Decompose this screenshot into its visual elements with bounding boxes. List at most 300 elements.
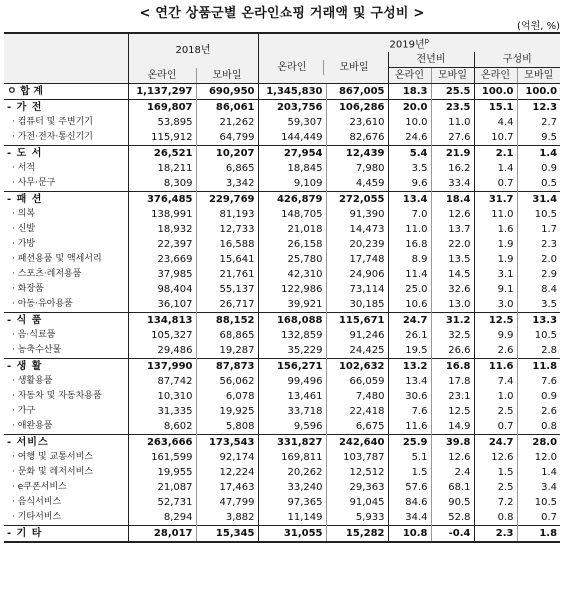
table-row (4, 480, 560, 495)
row-label: · 생활용품 (12, 376, 53, 387)
value-cell: 31,055 (258, 526, 326, 543)
value-cell: 272,055 (326, 192, 388, 208)
value-cell: 35,229 (258, 343, 326, 359)
row-label: · 신발 (12, 224, 36, 235)
table-row (4, 282, 560, 297)
value-cell: 7.0 (388, 207, 431, 222)
value-cell: 24.7 (388, 313, 431, 329)
row-label: · 농축수산물 (12, 345, 62, 356)
value-cell: 19,287 (196, 343, 258, 359)
value-cell: 1,137,297 (128, 84, 196, 100)
value-cell: 92,174 (196, 450, 258, 465)
row-label: · 애완용품 (12, 421, 53, 432)
preliminary-mark: p (424, 37, 430, 45)
value-cell: 26,521 (128, 146, 196, 162)
value-cell: 24,425 (326, 343, 388, 359)
value-cell: 5.4 (388, 146, 431, 162)
value-cell: 27.6 (431, 130, 474, 146)
value-cell: 23,610 (326, 115, 388, 130)
value-cell: 12,439 (326, 146, 388, 162)
value-cell: 3,882 (196, 510, 258, 526)
value-cell: 0.5 (517, 176, 560, 192)
row-label: - 식 품 (7, 315, 43, 327)
value-cell: 31.4 (517, 192, 560, 208)
row-label: · 아동·유아용품 (12, 299, 73, 310)
value-cell: 331,827 (258, 435, 326, 451)
value-cell: 13.4 (388, 374, 431, 389)
year-2018-header: 2018년 (128, 33, 258, 68)
value-cell: 33.4 (431, 176, 474, 192)
table-row (4, 192, 560, 208)
value-cell: 91,390 (326, 207, 388, 222)
value-cell: 14.9 (431, 419, 474, 435)
value-cell: 32.5 (431, 328, 474, 343)
table-row (4, 404, 560, 419)
value-cell: 68,865 (196, 328, 258, 343)
value-cell: 29,486 (128, 343, 196, 359)
value-cell: 168,088 (258, 313, 326, 329)
value-cell: 15,641 (196, 252, 258, 267)
value-cell: 100.0 (474, 84, 517, 100)
composition-header: 구성비 (474, 52, 560, 68)
row-label: - 생 활 (7, 361, 43, 373)
value-cell: 15,282 (326, 526, 388, 543)
value-cell: 1.7 (517, 222, 560, 237)
value-cell: 1.6 (474, 222, 517, 237)
value-cell: 169,807 (128, 100, 196, 116)
value-cell: 132,859 (258, 328, 326, 343)
row-label: · 스포츠·레저용품 (12, 269, 82, 280)
value-cell: 115,671 (326, 313, 388, 329)
mobile-yoy-header: 모바일 (431, 68, 474, 84)
value-cell: 5,933 (326, 510, 388, 526)
table-row (4, 237, 560, 252)
value-cell: 0.7 (517, 510, 560, 526)
value-cell: 26,158 (258, 237, 326, 252)
value-cell: 23.1 (431, 389, 474, 404)
value-cell: 19,925 (196, 404, 258, 419)
table-row (4, 510, 560, 526)
value-cell: 8.4 (517, 282, 560, 297)
value-cell: 12.5 (474, 313, 517, 329)
table-row (4, 100, 560, 116)
value-cell: 20,262 (258, 465, 326, 480)
row-label: · 화장품 (12, 284, 44, 295)
value-cell: 13.0 (431, 297, 474, 313)
value-cell: 91,045 (326, 495, 388, 510)
row-label: · 가방 (12, 239, 36, 250)
table-row (4, 176, 560, 192)
value-cell: 27,954 (258, 146, 326, 162)
value-cell: 10,207 (196, 146, 258, 162)
value-cell: 23.5 (431, 100, 474, 116)
row-label: - 도 서 (7, 148, 43, 160)
value-cell: 11,149 (258, 510, 326, 526)
table-row (4, 207, 560, 222)
table-row (4, 450, 560, 465)
value-cell: 0.8 (474, 510, 517, 526)
value-cell: 5,808 (196, 419, 258, 435)
value-cell: 2.6 (474, 343, 517, 359)
row-label: · 여행 및 교통서비스 (12, 452, 93, 463)
value-cell: 122,986 (258, 282, 326, 297)
value-cell: 9,109 (258, 176, 326, 192)
value-cell: 11.0 (474, 207, 517, 222)
value-cell: 17.8 (431, 374, 474, 389)
table-row (4, 419, 560, 435)
value-cell: 3.0 (474, 297, 517, 313)
row-label: · e쿠폰서비스 (12, 482, 67, 493)
row-label: ㅇ 합 계 (7, 86, 43, 98)
value-cell: 29,363 (326, 480, 388, 495)
online-yoy-header: 온라인 (388, 68, 431, 84)
row-label: - 기 타 (4, 526, 128, 543)
table-body (4, 84, 560, 543)
value-cell: 3,342 (196, 176, 258, 192)
value-cell: 8,309 (128, 176, 196, 192)
value-cell: 1.8 (517, 526, 560, 543)
value-cell: 242,640 (326, 435, 388, 451)
value-cell: 13.2 (388, 359, 431, 375)
value-cell: 18,211 (128, 161, 196, 176)
value-cell: 25.9 (388, 435, 431, 451)
table-row (4, 495, 560, 510)
value-cell: 14,473 (326, 222, 388, 237)
value-cell: 6,675 (326, 419, 388, 435)
value-cell: 12,512 (326, 465, 388, 480)
value-cell: 426,879 (258, 192, 326, 208)
value-cell: -0.4 (431, 526, 474, 543)
value-cell: 91,246 (326, 328, 388, 343)
value-cell: 2.5 (474, 480, 517, 495)
row-label: · 사무·문구 (12, 178, 56, 189)
value-cell: 12.6 (474, 450, 517, 465)
value-cell: 2.9 (517, 267, 560, 282)
value-cell: 376,485 (128, 192, 196, 208)
value-cell: 1.0 (474, 389, 517, 404)
value-cell: 21,761 (196, 267, 258, 282)
value-cell: 13.3 (517, 313, 560, 329)
value-cell: 10.5 (517, 328, 560, 343)
value-cell: 0.9 (517, 161, 560, 176)
value-cell: 3.5 (517, 297, 560, 313)
value-cell: 9.9 (474, 328, 517, 343)
table-row (4, 328, 560, 343)
value-cell: 229,769 (196, 192, 258, 208)
value-cell: 169,811 (258, 450, 326, 465)
value-cell: 9.1 (474, 282, 517, 297)
value-cell: 2.0 (517, 252, 560, 267)
value-cell: 31,335 (128, 404, 196, 419)
value-cell: 2.1 (474, 146, 517, 162)
mobile-composition-header: 모바일 (517, 68, 560, 84)
value-cell: 105,327 (128, 328, 196, 343)
value-cell: 10.7 (474, 130, 517, 146)
value-cell: 2.6 (517, 404, 560, 419)
value-cell: 7.2 (474, 495, 517, 510)
value-cell: 867,005 (326, 84, 388, 100)
value-cell: 97,365 (258, 495, 326, 510)
value-cell: 31.7 (474, 192, 517, 208)
value-cell: 100.0 (517, 84, 560, 100)
table-row (4, 435, 560, 451)
value-cell: 8,294 (128, 510, 196, 526)
value-cell: 13.4 (388, 192, 431, 208)
value-cell: 8.9 (388, 252, 431, 267)
row-label: · 음·식료품 (12, 330, 56, 341)
row-label: · 가전·전자·통신기기 (12, 132, 93, 143)
value-cell: 56,062 (196, 374, 258, 389)
value-cell: 26.1 (388, 328, 431, 343)
value-cell: 64,799 (196, 130, 258, 146)
value-cell: 0.9 (517, 389, 560, 404)
value-cell: 16.2 (431, 161, 474, 176)
value-cell: 86,061 (196, 100, 258, 116)
table-row (4, 389, 560, 404)
value-cell: 87,742 (128, 374, 196, 389)
value-cell: 16.8 (388, 237, 431, 252)
row-label: · 의복 (12, 209, 36, 220)
value-cell: 203,756 (258, 100, 326, 116)
year-2019-header (258, 33, 560, 52)
value-cell: 99,496 (258, 374, 326, 389)
value-cell: 4.4 (474, 115, 517, 130)
online-2019-header-group (258, 52, 388, 84)
value-cell: 11.8 (517, 359, 560, 375)
value-cell: 21,087 (128, 480, 196, 495)
value-cell: 52,731 (128, 495, 196, 510)
value-cell: 7.6 (388, 404, 431, 419)
value-cell: 55,137 (196, 282, 258, 297)
table-row (4, 130, 560, 146)
value-cell: 21,262 (196, 115, 258, 130)
value-cell: 68.1 (431, 480, 474, 495)
value-cell: 33,718 (258, 404, 326, 419)
row-label: · 패션용품 및 액세서리 (12, 254, 102, 265)
value-cell: 22,397 (128, 237, 196, 252)
value-cell: 52.8 (431, 510, 474, 526)
value-cell: 31.2 (431, 313, 474, 329)
yoy-header: 전년비 (388, 52, 474, 68)
value-cell: 18.4 (431, 192, 474, 208)
value-cell: 66,059 (326, 374, 388, 389)
value-cell: 2.3 (474, 526, 517, 543)
value-cell: 26,717 (196, 297, 258, 313)
value-cell: 11.4 (388, 267, 431, 282)
row-label: - 서비스 (7, 437, 49, 449)
value-cell: 9,596 (258, 419, 326, 435)
value-cell: 10.5 (517, 207, 560, 222)
value-cell: 73,114 (326, 282, 388, 297)
table-row (4, 359, 560, 375)
value-cell: 173,543 (196, 435, 258, 451)
value-cell: 12,224 (196, 465, 258, 480)
value-cell: 1.9 (474, 237, 517, 252)
value-cell: 1.5 (474, 465, 517, 480)
table-row (4, 146, 560, 162)
table-row (4, 84, 560, 100)
value-cell: 1.4 (474, 161, 517, 176)
value-cell: 161,599 (128, 450, 196, 465)
value-cell: 17,463 (196, 480, 258, 495)
value-cell: 8,602 (128, 419, 196, 435)
value-cell: 87,873 (196, 359, 258, 375)
value-cell: 53,895 (128, 115, 196, 130)
mobile-2018-header: 모바일 (196, 68, 258, 84)
value-cell: 12.6 (431, 450, 474, 465)
table-row (4, 222, 560, 237)
value-cell: 10.8 (388, 526, 431, 543)
value-cell: 148,705 (258, 207, 326, 222)
value-cell: 82,676 (326, 130, 388, 146)
value-cell: 88,152 (196, 313, 258, 329)
value-cell: 12.5 (431, 404, 474, 419)
value-cell: 16,588 (196, 237, 258, 252)
value-cell: 11.0 (388, 222, 431, 237)
value-cell: 47,799 (196, 495, 258, 510)
value-cell: 13.7 (431, 222, 474, 237)
value-cell: 103,787 (326, 450, 388, 465)
value-cell: 6,865 (196, 161, 258, 176)
value-cell: 1,345,830 (258, 84, 326, 100)
value-cell: 32.6 (431, 282, 474, 297)
value-cell: 84.6 (388, 495, 431, 510)
online-composition-header: 온라인 (474, 68, 517, 84)
value-cell: 11.6 (474, 359, 517, 375)
value-cell: 81,193 (196, 207, 258, 222)
value-cell: 1.5 (388, 465, 431, 480)
value-cell: 24,906 (326, 267, 388, 282)
value-cell: 14.5 (431, 267, 474, 282)
table-row (4, 297, 560, 313)
value-cell: 30,185 (326, 297, 388, 313)
value-cell: 21,018 (258, 222, 326, 237)
value-cell: 7.6 (517, 374, 560, 389)
row-label: · 서적 (12, 163, 36, 174)
row-label: · 컴퓨터 및 주변기기 (12, 117, 93, 128)
table-title: < 연간 상품군별 온라인쇼핑 거래액 및 구성비 > (139, 6, 425, 21)
value-cell: 3.4 (517, 480, 560, 495)
value-cell: 57.6 (388, 480, 431, 495)
value-cell: 25.0 (388, 282, 431, 297)
value-cell: 98,404 (128, 282, 196, 297)
value-cell: 21.9 (431, 146, 474, 162)
value-cell: 12.3 (517, 100, 560, 116)
value-cell: 144,449 (258, 130, 326, 146)
value-cell: 115,912 (128, 130, 196, 146)
online-shopping-table (4, 32, 560, 543)
value-cell: 12.6 (431, 207, 474, 222)
value-cell: 7,480 (326, 389, 388, 404)
value-cell: 25.5 (431, 84, 474, 100)
value-cell: 34.4 (388, 510, 431, 526)
value-cell: 12,733 (196, 222, 258, 237)
value-cell: 1.4 (517, 146, 560, 162)
row-label: · 음식서비스 (12, 497, 62, 508)
value-cell: 13,461 (258, 389, 326, 404)
value-cell: 9.6 (388, 176, 431, 192)
value-cell: 17,748 (326, 252, 388, 267)
value-cell: 28,017 (128, 526, 196, 543)
value-cell: 42,310 (258, 267, 326, 282)
value-cell: 138,991 (128, 207, 196, 222)
value-cell: 15,345 (196, 526, 258, 543)
value-cell: 20,239 (326, 237, 388, 252)
value-cell: 690,950 (196, 84, 258, 100)
value-cell: 22.0 (431, 237, 474, 252)
value-cell: 7.4 (474, 374, 517, 389)
mobile-2019-header: 모바일 (323, 60, 385, 75)
online-2018-header: 온라인 (128, 68, 196, 84)
value-cell: 39,921 (258, 297, 326, 313)
value-cell: 2.7 (517, 115, 560, 130)
value-cell: 134,813 (128, 313, 196, 329)
value-cell: 18,845 (258, 161, 326, 176)
table-row (4, 465, 560, 480)
value-cell: 10.0 (388, 115, 431, 130)
value-cell: 30.6 (388, 389, 431, 404)
table-row (4, 374, 560, 389)
value-cell: 37,985 (128, 267, 196, 282)
value-cell: 36,107 (128, 297, 196, 313)
value-cell: 1.4 (517, 465, 560, 480)
value-cell: 24.6 (388, 130, 431, 146)
table-row (4, 313, 560, 329)
value-cell: 10.5 (517, 495, 560, 510)
value-cell: 33,240 (258, 480, 326, 495)
row-label: - 가 전 (7, 102, 43, 114)
value-cell: 2.3 (517, 237, 560, 252)
year-2019-label: 2019년 (389, 39, 425, 51)
value-cell: 20.0 (388, 100, 431, 116)
value-cell: 11.0 (431, 115, 474, 130)
value-cell: 1.9 (474, 252, 517, 267)
table-row (4, 161, 560, 176)
value-cell: 9.5 (517, 130, 560, 146)
value-cell: 11.6 (388, 419, 431, 435)
value-cell: 19,955 (128, 465, 196, 480)
value-cell: 13.5 (431, 252, 474, 267)
category-header (4, 33, 128, 84)
value-cell: 90.5 (431, 495, 474, 510)
unit-label: (억원, %) (517, 21, 560, 32)
table-row (4, 252, 560, 267)
value-cell: 2.8 (517, 343, 560, 359)
row-label: · 가구 (12, 406, 36, 417)
value-cell: 18.3 (388, 84, 431, 100)
row-label: · 자동차 및 자동차용품 (12, 391, 102, 402)
value-cell: 23,669 (128, 252, 196, 267)
value-cell: 16.8 (431, 359, 474, 375)
value-cell: 106,286 (326, 100, 388, 116)
value-cell: 26.6 (431, 343, 474, 359)
row-label: · 기타서비스 (12, 512, 62, 523)
value-cell: 6,078 (196, 389, 258, 404)
value-cell: 3.1 (474, 267, 517, 282)
row-label: - 패 션 (7, 194, 43, 206)
value-cell: 0.7 (474, 419, 517, 435)
value-cell: 263,666 (128, 435, 196, 451)
value-cell: 25,780 (258, 252, 326, 267)
value-cell: 156,271 (258, 359, 326, 375)
value-cell: 2.5 (474, 404, 517, 419)
value-cell: 39.8 (431, 435, 474, 451)
value-cell: 4,459 (326, 176, 388, 192)
table-row (4, 343, 560, 359)
value-cell: 28.0 (517, 435, 560, 451)
value-cell: 10.6 (388, 297, 431, 313)
value-cell: 7,980 (326, 161, 388, 176)
